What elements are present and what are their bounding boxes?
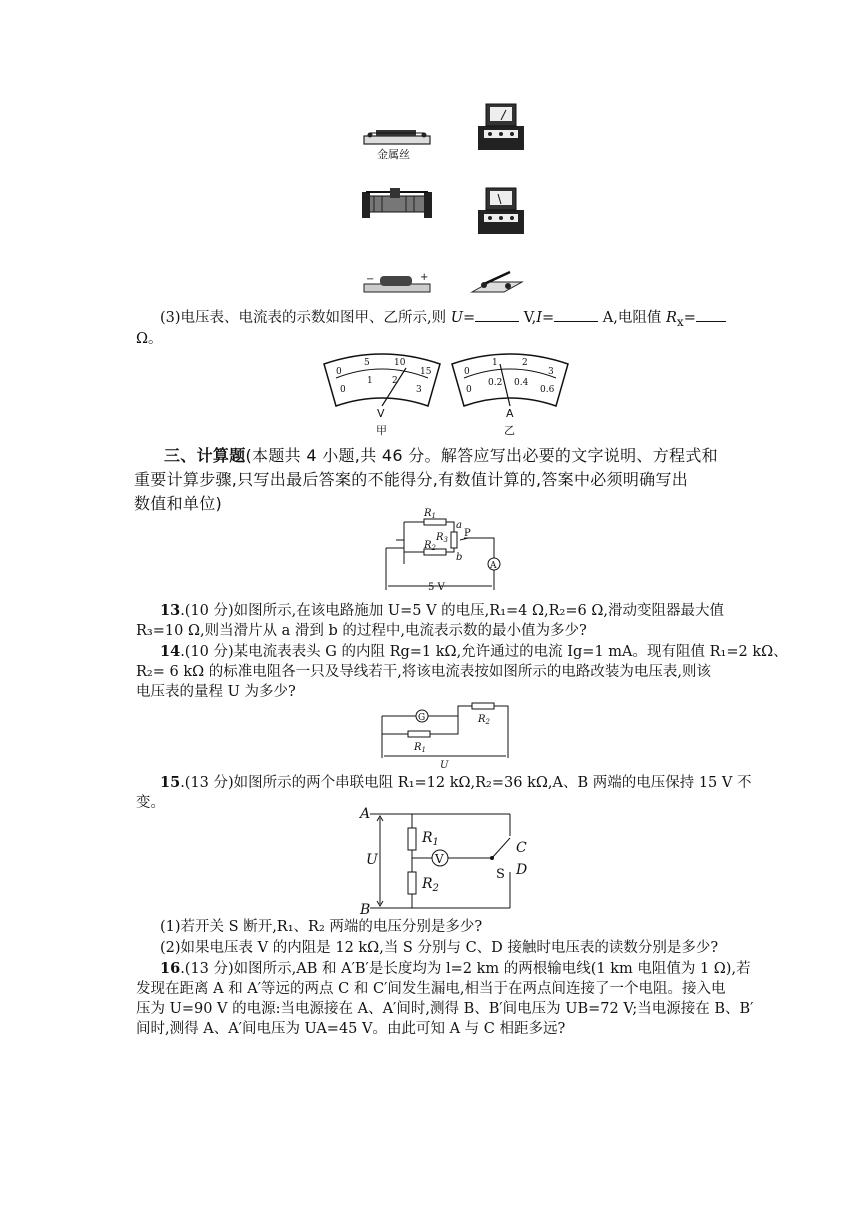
- rheostat-icon: [360, 186, 434, 224]
- voltmeter-dial: [322, 350, 442, 410]
- q14-number: 14: [160, 643, 181, 660]
- c14-r2: $R_2$: [478, 714, 490, 726]
- q16-text-3: 压为 U=90 V 的电源:当电源接在 A、A′间时,测得 B、B′间电压为 UB=72 V;当电源接在 B、B′: [136, 1001, 754, 1017]
- am-outer-3: 3: [548, 367, 554, 377]
- am-outer-1: 1: [492, 358, 498, 368]
- circuit-14-diagram: [378, 698, 514, 770]
- c15-s: S: [496, 867, 505, 882]
- vm-outer-15: 15: [420, 367, 432, 377]
- q15-text-2: 变。: [136, 795, 165, 811]
- am-inner-0: 0: [466, 385, 472, 395]
- am-outer-2: 2: [522, 358, 528, 368]
- c15-c: C: [516, 840, 527, 856]
- q15-sub-2: (2)如果电压表 V 的内阻是 12 kΩ,当 S 分别与 C、D 接触时电压表的读数分别是多少?: [160, 940, 719, 956]
- q3-r-sub: x: [676, 314, 684, 329]
- c15-d: D: [516, 862, 528, 878]
- q13-text-2: R₃=10 Ω,则当滑片从 a 滑到 b 的过程中,电流表示数的最小值为多少?: [136, 623, 587, 639]
- vm-outer-10: 10: [394, 358, 406, 368]
- q15-line-1: [160, 774, 760, 792]
- q16-number: 16: [160, 960, 181, 977]
- svg-text:+: +: [420, 272, 429, 283]
- q16-text-1: .(13 分)如图所示,AB 和 A′B′是长度均为 l=2 km 的两根输电线(1 km 电阻值为 1 Ω),若: [180, 961, 751, 977]
- ammeter-dial: [450, 350, 570, 410]
- q14-text-2: R₂= 6 kΩ 的标准电阻各一只及导线若干,将该电流表按如图所示的电路改装为电压表,则该: [136, 664, 711, 680]
- section3-desc-2: 重要计算步骤,只写出最后答案的不能得分,有数值计算的,答案中必须明确写出: [134, 470, 689, 489]
- c15-v: V: [435, 852, 444, 866]
- answer-blank-r[interactable]: [696, 309, 726, 322]
- c13-p: P: [464, 528, 471, 539]
- q15-sub-1: (1)若开关 S 断开,R₁、R₂ 两端的电压分别是多少?: [160, 919, 483, 935]
- c14-g: G: [418, 713, 426, 723]
- q13-number: 13: [160, 602, 181, 619]
- q16-text-4: 间时,测得 A、A′间电压为 UA=45 V。由此可知 A 与 C 相距多远?: [136, 1021, 566, 1037]
- q3-i-unit: A,电阻值: [602, 310, 662, 326]
- c13-ammeter: A: [490, 561, 497, 571]
- c13-b: b: [456, 552, 463, 563]
- galvanometer-1-icon: [476, 102, 526, 152]
- svg-text:−: −: [366, 274, 375, 285]
- am-inner-2: 0.4: [514, 378, 529, 388]
- vm-outer-5: 5: [364, 358, 370, 368]
- c15-r1: $R_1$: [422, 830, 439, 848]
- circuit-13-diagram: [384, 508, 514, 596]
- answer-blank-u[interactable]: [475, 309, 519, 322]
- c13-r2: $R_2$: [424, 540, 436, 552]
- vm-inner-0: 0: [340, 385, 346, 395]
- q16-text-2: 发现在距离 A 和 A′等远的两点 C 和 C′间发生漏电,相当于在两点间连接了一个电阻。接入电: [136, 981, 726, 997]
- q15-number: 15: [160, 774, 181, 791]
- q16-line-1: [160, 960, 760, 978]
- galvanometer-2-icon: [476, 186, 526, 236]
- c13-a: a: [456, 520, 462, 531]
- c15-r2: $R_2$: [422, 876, 439, 894]
- c15-u: U: [366, 852, 378, 868]
- q3-line-1: [160, 309, 760, 331]
- c15-b: B: [360, 902, 371, 918]
- q13-text-1: .(10 分)如图所示,在该电路施加 U=5 V 的电压,R₁=4 Ω,R₂=6 Ω,滑动变阻器最大值: [180, 603, 724, 619]
- q14-line-1: [160, 643, 788, 661]
- c14-u: U: [440, 760, 449, 771]
- c14-r1: $R_1$: [414, 742, 426, 754]
- q3-r-label: R: [666, 310, 677, 326]
- q3-text: (3)电压表、电流表的示数如图甲、乙所示,则: [160, 310, 447, 326]
- q15-text-1: .(13 分)如图所示的两个串联电阻 R₁=12 kΩ,R₂=36 kΩ,A、B 两端的电压保持 15 V 不: [180, 775, 752, 791]
- q14-text-1: .(10 分)某电流表表头 G 的内阻 Rg=1 kΩ,允许通过的电流 Ig=1 mA。现有阻值 R₁=2 kΩ、: [180, 644, 788, 660]
- section3-line-1: [164, 444, 744, 468]
- answer-blank-i[interactable]: [554, 309, 598, 322]
- q14-text-3: 电压表的量程 U 为多少?: [136, 684, 296, 700]
- vm-inner-3: 3: [416, 385, 422, 395]
- am-inner-1: 0.2: [488, 378, 503, 388]
- c13-r1: $R_1$: [424, 508, 436, 520]
- ammeter-unit: A: [506, 407, 514, 420]
- q3-u-unit: V,: [523, 310, 537, 326]
- q3-r-eq: =: [683, 310, 696, 326]
- vm-outer-0: 0: [336, 367, 342, 377]
- c13-voltage: 5 V: [428, 582, 445, 593]
- voltmeter-unit: V: [377, 407, 385, 420]
- c15-a: A: [360, 806, 371, 822]
- q13-line-1: [160, 602, 760, 620]
- ammeter-caption: 乙: [504, 424, 515, 437]
- vm-inner-1: 1: [367, 376, 373, 386]
- section3-desc-1: (本题共 4 小题,共 46 分。解答应写出必要的文字说明、方程式和: [245, 446, 718, 465]
- q3-line-2: Ω。: [136, 331, 163, 347]
- switch-icon: [470, 268, 524, 298]
- battery-icon: [362, 270, 432, 296]
- q3-u-label: U=: [450, 310, 476, 326]
- section3-title: 三、计算题: [164, 446, 246, 465]
- c13-r3: $R_3$: [436, 532, 448, 544]
- voltmeter-caption: 甲: [376, 424, 387, 437]
- vm-inner-2: 2: [392, 376, 398, 386]
- circuit-15-diagram: [360, 806, 540, 916]
- am-inner-3: 0.6: [540, 385, 555, 395]
- am-outer-0: 0: [464, 367, 470, 377]
- wire-caption: 金属丝: [377, 148, 410, 161]
- q3-i-label: I=: [536, 310, 555, 326]
- section3-desc-3: 数值和单位): [134, 494, 223, 513]
- metal-wire-board-icon: [362, 124, 432, 148]
